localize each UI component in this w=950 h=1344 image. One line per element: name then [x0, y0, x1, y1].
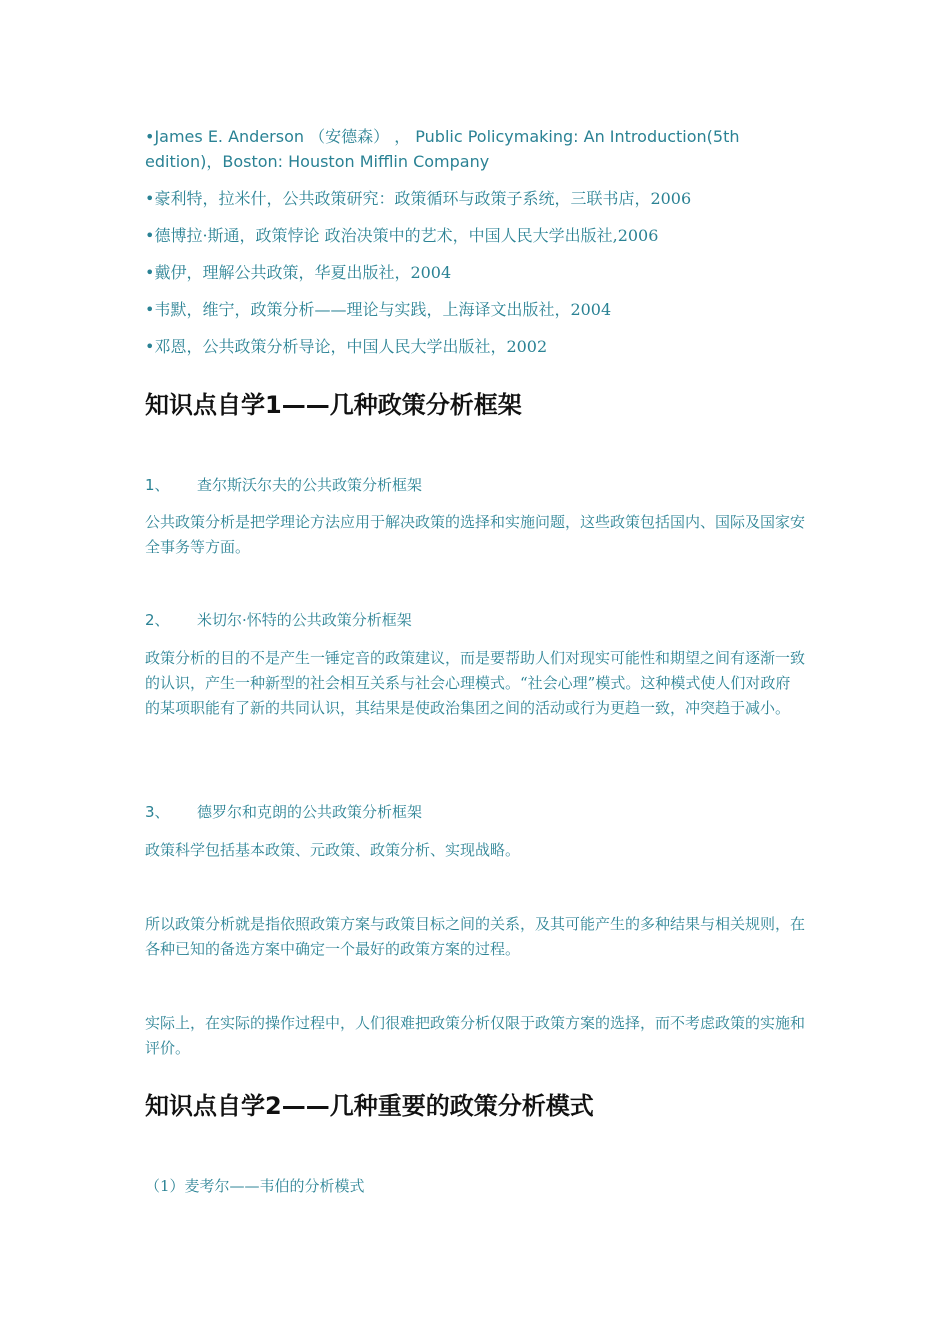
reference-item: •戴伊，理解公共政策，华夏出版社，2004 — [145, 263, 452, 282]
summary-paragraph: 所以政策分析就是指依照政策方案与政策目标之间的关系，及其可能产生的多种结果与相关规则，在各种已知的备选方案中确定一个最好的政策方案的过程。 — [145, 915, 806, 958]
reference-item: •James E. Anderson （安德森） ， Public Policymaking: An Introduction(5th edition)，Boston: Houston Mifflin Company — [145, 127, 740, 171]
model-item: （1）麦考尔——韦伯的分析模式 — [145, 1177, 365, 1195]
item-title-text: 查尔斯沃尔夫的公共政策分析框架 — [197, 476, 423, 494]
item-title-text: 德罗尔和克朗的公共政策分析框架 — [197, 803, 423, 821]
reference-item: •豪利特，拉米什，公共政策研究：政策循环与政策子系统，三联书店，2006 — [145, 189, 692, 208]
practice-paragraph: 实际上，在实际的操作过程中，人们很难把政策分析仅限于政策方案的选择，而不考虑政策的实施和评价。 — [145, 1014, 806, 1057]
framework-title — [145, 608, 805, 633]
item-number: 3、 — [145, 803, 170, 821]
section-heading-1: 知识点自学1——几种政策分析框架 — [145, 391, 522, 419]
item-title-text: 米切尔·怀特的公共政策分析框架 — [197, 611, 412, 629]
framework-title — [145, 800, 805, 825]
item-number: 2、 — [145, 611, 170, 629]
framework-body: 政策科学包括基本政策、元政策、政策分析、实现战略。 — [145, 841, 521, 859]
framework-body: 政策分析的目的不是产生一锤定音的政策建议，而是要帮助人们对现实可能性和期望之间有逐渐一致的认识，产生一种新型的社会相互关系与社会心理模式。“社会心理”模式。这种模式使人们对政府的某项职能有了新的共同认识，其结果是使政治集团之间的活动或行为更趋一致，冲突趋于减小。 — [145, 649, 806, 717]
reference-item: •韦默，维宁，政策分析——理论与实践，上海译文出版社，2004 — [145, 300, 612, 319]
framework-body: 公共政策分析是把学理论方法应用于解决政策的选择和实施问题，这些政策包括国内、国际及国家安全事务等方面。 — [145, 513, 806, 556]
reference-item: •邓恩，公共政策分析导论，中国人民大学出版社，2002 — [145, 337, 548, 356]
item-number: 1、 — [145, 476, 170, 494]
framework-title — [145, 473, 805, 498]
section-heading-2: 知识点自学2——几种重要的政策分析模式 — [145, 1092, 594, 1120]
reference-item: •德博拉·斯通，政策悖论 政治决策中的艺术，中国人民大学出版社,2006 — [145, 226, 659, 245]
